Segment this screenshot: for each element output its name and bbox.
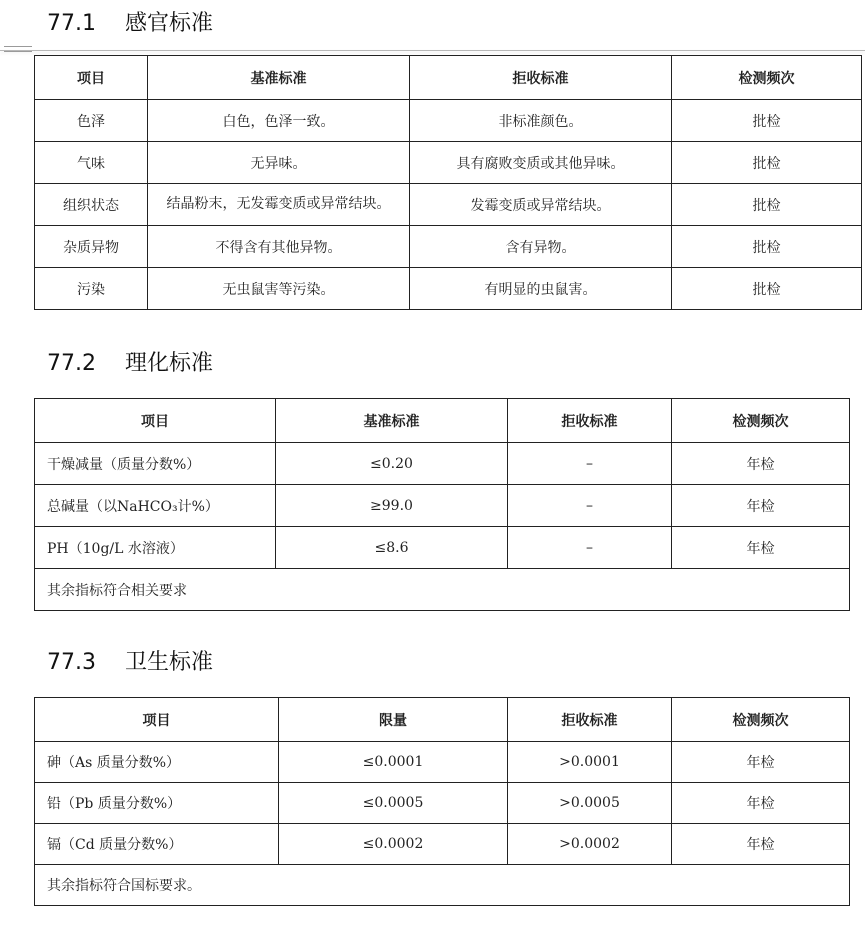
- table-cell: 具有腐败变质或其他异味。: [410, 142, 672, 184]
- table-cell: 不得含有其他异物。: [148, 226, 410, 268]
- header-cell: 项目: [35, 56, 148, 100]
- header-cell: 拒收标准: [508, 399, 672, 443]
- section-heading-sensory: [47, 6, 213, 37]
- table-cell: 有明显的虫鼠害。: [410, 268, 672, 310]
- section-heading-hygiene: [47, 645, 213, 676]
- table-cell: >0.0001: [508, 742, 672, 783]
- table-row: [35, 268, 862, 310]
- header-cell: 基准标准: [148, 56, 410, 100]
- table-cell: ≤0.0002: [279, 824, 508, 865]
- section-title: 感官标准: [125, 11, 214, 36]
- table-cell: 非标准颜色。: [410, 100, 672, 142]
- table-cell: –: [508, 485, 672, 527]
- table-row: [35, 100, 862, 142]
- header-cell: 检测频次: [672, 399, 850, 443]
- table-cell: 色泽: [35, 100, 148, 142]
- table-cell: 年检: [672, 443, 850, 485]
- table-row: [35, 824, 850, 865]
- table-cell: 含有异物。: [410, 226, 672, 268]
- table-cell: 组织状态: [35, 184, 148, 226]
- table-row: [35, 527, 850, 569]
- table-cell: >0.0002: [508, 824, 672, 865]
- table-footer-row: [35, 569, 850, 611]
- section-title: 卫生标准: [125, 650, 214, 675]
- table-header-row: [35, 399, 850, 443]
- table-cell: 批检: [672, 268, 862, 310]
- table-cell: ≤0.0001: [279, 742, 508, 783]
- hygiene-standards-table: [34, 697, 850, 906]
- table-cell: 年检: [672, 527, 850, 569]
- table-cell: 批检: [672, 184, 862, 226]
- header-cell: 拒收标准: [508, 698, 672, 742]
- table-cell: 年检: [672, 824, 850, 865]
- header-cell: 检测频次: [672, 56, 862, 100]
- section-title: 理化标准: [125, 351, 214, 376]
- table-cell: 结晶粉末，无发霉变质或异常结块。: [148, 184, 410, 226]
- table-cell: 批检: [672, 142, 862, 184]
- section-number: 77.1: [47, 11, 96, 36]
- header-cell: 限量: [279, 698, 508, 742]
- header-cell: 检测频次: [672, 698, 850, 742]
- table-cell: –: [508, 527, 672, 569]
- table-row: [35, 142, 862, 184]
- section-heading-physicochemical: [47, 346, 213, 377]
- table-row: [35, 184, 862, 226]
- table-cell: 白色，色泽一致。: [148, 100, 410, 142]
- table-cell: 无异味。: [148, 142, 410, 184]
- header-cell: 基准标准: [276, 399, 508, 443]
- table-header-row: [35, 56, 862, 100]
- table-cell: >0.0005: [508, 783, 672, 824]
- table-cell: ≥99.0: [276, 485, 508, 527]
- table-footer-note: 其余指标符合相关要求: [35, 569, 850, 611]
- table-cell: ≤0.0005: [279, 783, 508, 824]
- table-cell: 镉（Cd 质量分数%）: [35, 824, 279, 865]
- table-cell: 干燥减量（质量分数%）: [35, 443, 276, 485]
- table-cell: –: [508, 443, 672, 485]
- header-cell: 项目: [35, 399, 276, 443]
- table-cell: 发霉变质或异常结块。: [410, 184, 672, 226]
- table-row: [35, 443, 850, 485]
- table-cell: 年检: [672, 742, 850, 783]
- table-cell: 年检: [672, 485, 850, 527]
- table-cell: 批检: [672, 226, 862, 268]
- table-row: [35, 485, 850, 527]
- table-cell: 年检: [672, 783, 850, 824]
- table-cell: PH（10g/L 水溶液）: [35, 527, 276, 569]
- physicochemical-standards-table: [34, 398, 850, 611]
- section-number: 77.2: [47, 351, 96, 376]
- table-row: [35, 226, 862, 268]
- table-cell: 铅（Pb 质量分数%）: [35, 783, 279, 824]
- margin-marker-icon: [4, 46, 32, 60]
- table-row: [35, 742, 850, 783]
- table-cell: ≤0.20: [276, 443, 508, 485]
- table-row: [35, 783, 850, 824]
- table-cell: ≤8.6: [276, 527, 508, 569]
- table-cell: 污染: [35, 268, 148, 310]
- table-cell: 无虫鼠害等污染。: [148, 268, 410, 310]
- table-cell: 砷（As 质量分数%）: [35, 742, 279, 783]
- table-header-row: [35, 698, 850, 742]
- table-cell: 批检: [672, 100, 862, 142]
- table-footer-note: 其余指标符合国标要求。: [35, 865, 850, 906]
- section-number: 77.3: [47, 650, 96, 675]
- table-cell: 杂质异物: [35, 226, 148, 268]
- page-divider: [0, 50, 865, 51]
- table-cell: 总碱量（以NaHCO₃计%）: [35, 485, 276, 527]
- table-footer-row: [35, 865, 850, 906]
- sensory-standards-table: [34, 55, 862, 310]
- header-cell: 项目: [35, 698, 279, 742]
- table-cell: 气味: [35, 142, 148, 184]
- header-cell: 拒收标准: [410, 56, 672, 100]
